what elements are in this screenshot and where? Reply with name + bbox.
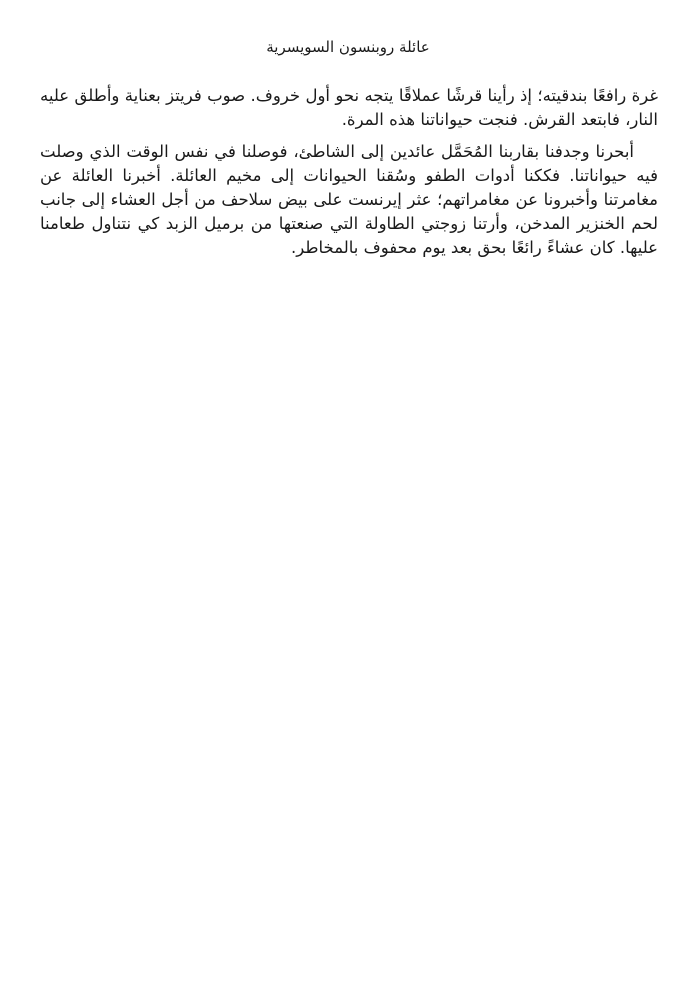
body-text xyxy=(40,84,658,260)
running-header-title: عائلة روبنسون السويسرية xyxy=(266,38,430,56)
paragraph: أبحرنا وجدفنا بقاربنا المُحَمَّل عائدين إلى الشاطئ، فوصلنا في نفس الوقت الذي وصلت فيه حيواناتنا. فككنا أدوات الطفو وسُقنا الحيوانات إلى مخيم العائلة. أخبرنا العائلة عن مغامرتنا وأخبرونا عن مغامراتهم؛ عثر إيرنست على بيض سلاحف من أجل العشاء إلى جانب لحم الخنزير المدخن، وأرتنا زوجتي الطاولة التي صنعتها من برميل الزبد كي نتناول طعامنا عليها. كان عشاءً رائعًا بحق بعد يوم محفوف بالمخاطر. xyxy=(40,142,658,257)
paragraph-continuation: غرة رافعًا بندقيته؛ إذ رأينا قرشًا عملاقًا يتجه نحو أول خروف. صوب فريتز بعناية وأطلق عليه النار، فابتعد القرش. فنجت حيواناتنا هذه المرة. xyxy=(40,86,658,129)
